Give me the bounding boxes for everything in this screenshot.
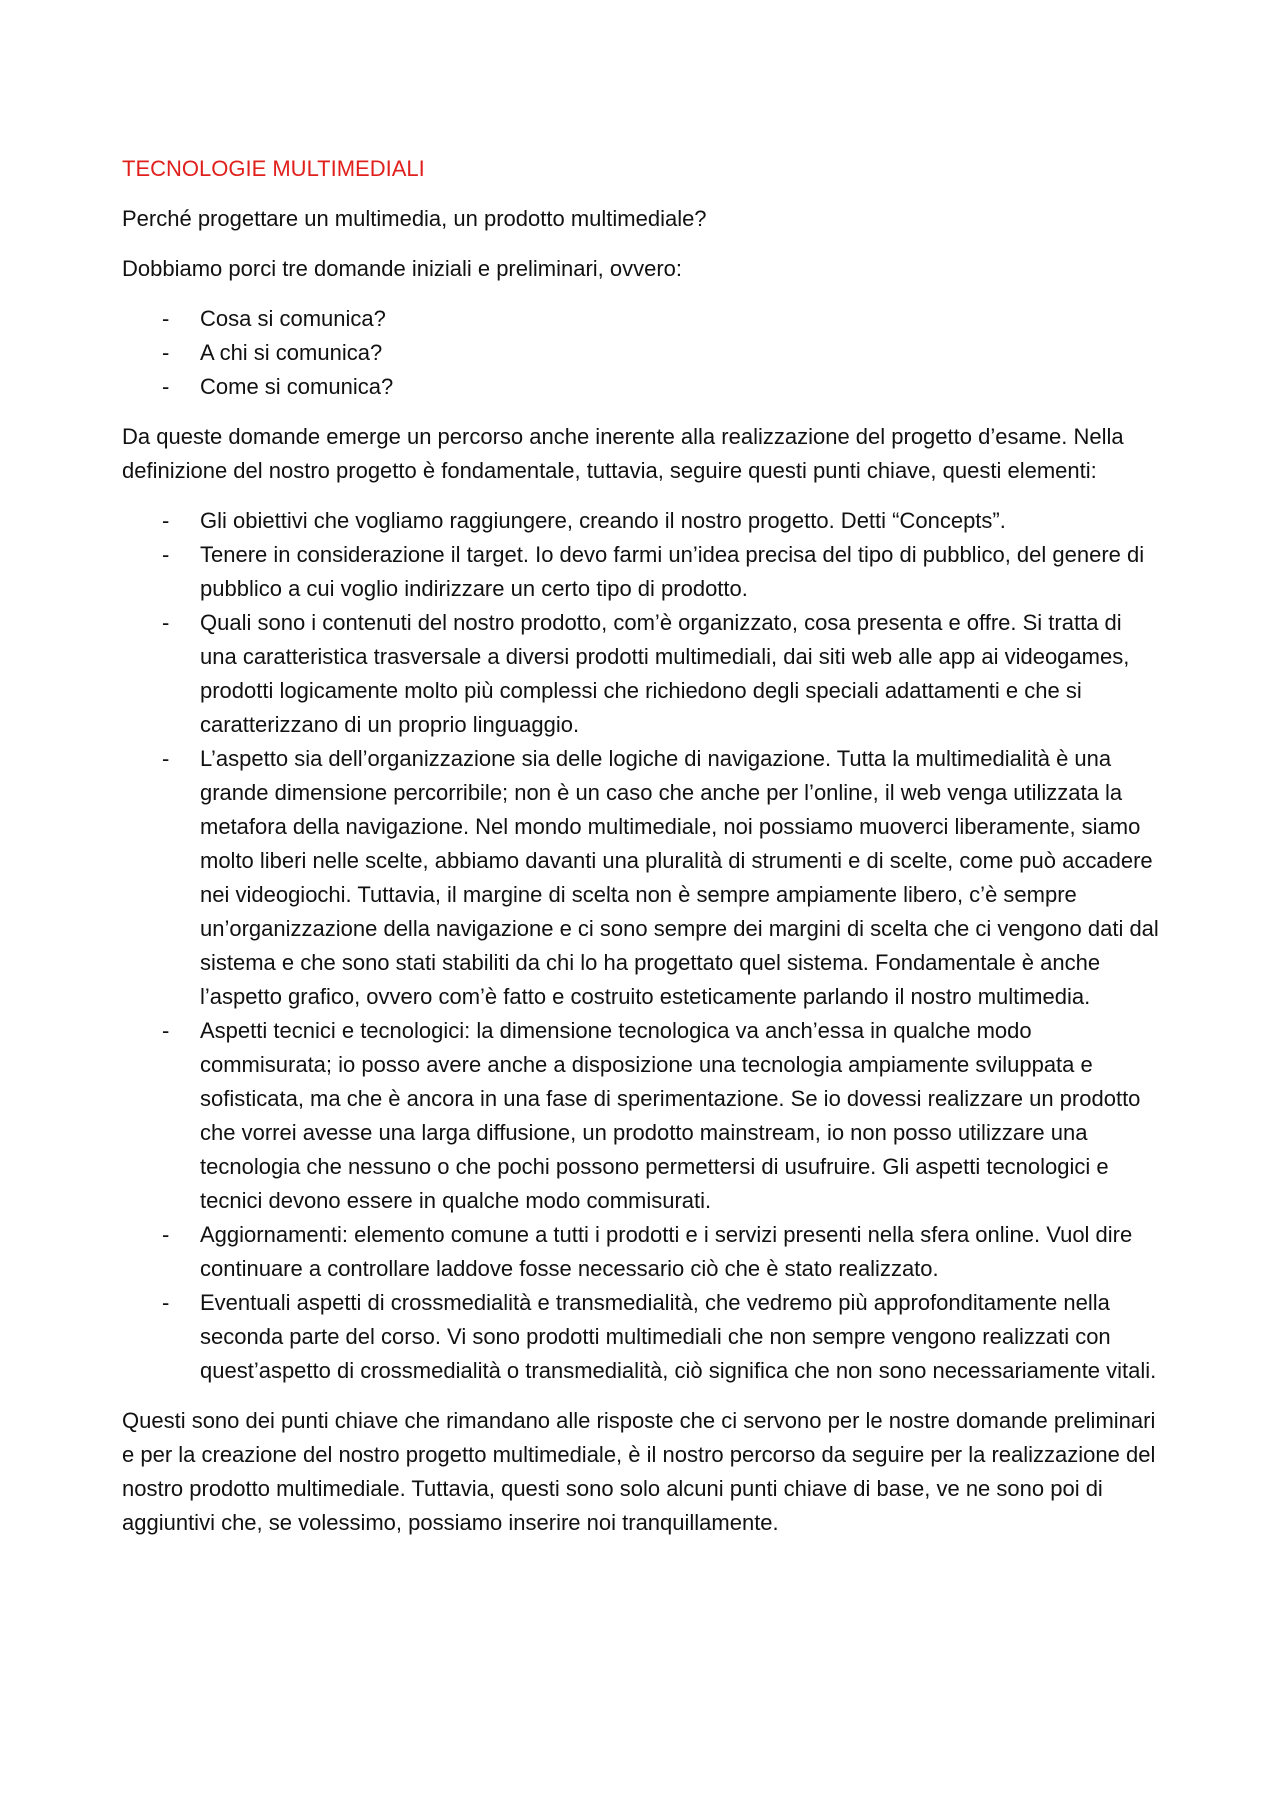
list-item (122, 1286, 1162, 1388)
question-text: Come si comunica? (200, 374, 394, 399)
key-point-text: Eventuali aspetti di crossmedialità e transmedialità, che vedremo più approfonditamente nella seconda parte del corso. Vi sono prodotti multimediali che non sempre vengono realizzati con quest’aspetto di crossmedialità o transmedialità, ciò significa che non sono necessariamente vitali. (200, 1290, 1157, 1383)
document-title: TECNOLOGIE MULTIMEDIALI (122, 156, 425, 181)
list-item (122, 606, 1162, 742)
list-item (122, 742, 1162, 1014)
intro-lead: Dobbiamo porci tre domande iniziali e preliminari, ovvero: (122, 256, 683, 281)
key-point-text: Aspetti tecnici e tecnologici: la dimensione tecnologica va anch’essa in qualche modo commisurata; io posso avere anche a disposizione una tecnologia ampiamente sviluppata e sofisticata, ma che è ancora in una fase di sperimentazione. Se io dovessi realizzare un prodotto che vorrei avesse una larga diffusione, un prodotto mainstream, io non posso utilizzare una tecnologia che nessuno o che pochi possono permettersi di usufruire. Gli aspetti tecnologici e tecnici devono essere in qualche modo commisurati. (200, 1018, 1141, 1213)
document-page (122, 152, 1162, 1556)
key-point-text: L’aspetto sia dell’organizzazione sia delle logiche di navigazione. Tutta la multimedialità è una grande dimensione percorribile; non è un caso che anche per l’online, il web venga utilizzata la metafora della navigazione. Nel mondo multimediale, noi possiamo muoverci liberamente, siamo molto liberi nelle scelte, abbiamo davanti una pluralità di strumenti e di scelte, come può accadere nei videogiochi. Tuttavia, il margine di scelta non è sempre ampiamente libero, c’è sempre un’organizzazione della navigazione e ci sono sempre dei margini di scelta che ci vengono dati dal sistema e che sono stati stabiliti da chi lo ha progettato quel sistema. Fondamentale è anche l’aspetto grafico, ovvero com’è fatto e costruito esteticamente parlando il nostro multimedia. (200, 746, 1159, 1009)
intro-question: Perché progettare un multimedia, un prodotto multimediale? (122, 206, 707, 231)
key-point-text: Gli obiettivi che vogliamo raggiungere, creando il nostro progetto. Detti “Concepts”. (200, 508, 1006, 533)
list-item (122, 370, 1162, 404)
dash-bullet: - (162, 1018, 170, 1043)
dash-bullet: - (162, 1222, 170, 1247)
list-item (122, 302, 1162, 336)
dash-bullet: - (162, 508, 170, 533)
paragraph-conclusion: Questi sono dei punti chiave che rimandano alle risposte che ci servono per le nostre domande preliminari e per la creazione del nostro progetto multimediale, è il nostro percorso da seguire per la realizzazione del nostro prodotto multimediale. Tuttavia, questi sono solo alcuni punti chiave di base, ve ne sono poi di aggiuntivi che, se volessimo, possiamo inserire noi tranquillamente. (122, 1408, 1156, 1535)
dash-bullet: - (162, 542, 170, 567)
paragraph-path: Da queste domande emerge un percorso anche inerente alla realizzazione del progetto d’esame. Nella definizione del nostro progetto è fondamentale, tuttavia, seguire questi punti chiave, questi elementi: (122, 424, 1124, 483)
dash-bullet: - (162, 746, 170, 771)
list-item (122, 336, 1162, 370)
questions-list (122, 302, 1162, 404)
list-item (122, 1218, 1162, 1286)
key-points-list (122, 504, 1162, 1388)
dash-bullet: - (162, 1290, 170, 1315)
dash-bullet: - (162, 306, 170, 331)
list-item (122, 538, 1162, 606)
question-text: A chi si comunica? (200, 340, 383, 365)
key-point-text: Quali sono i contenuti del nostro prodotto, com’è organizzato, cosa presenta e offre. Si tratta di una caratteristica trasversale a diversi prodotti multimediali, dai siti web alle app ai videogames, prodotti logicamente molto più complessi che richiedono degli speciali adattamenti e che si caratterizzano di un proprio linguaggio. (200, 610, 1130, 737)
dash-bullet: - (162, 610, 170, 635)
key-point-text: Tenere in considerazione il target. Io devo farmi un’idea precisa del tipo di pubblico, del genere di pubblico a cui voglio indirizzare un certo tipo di prodotto. (200, 542, 1145, 601)
key-point-text: Aggiornamenti: elemento comune a tutti i prodotti e i servizi presenti nella sfera online. Vuol dire continuare a controllare laddove fosse necessario ciò che è stato realizzato. (200, 1222, 1133, 1281)
dash-bullet: - (162, 374, 170, 399)
question-text: Cosa si comunica? (200, 306, 386, 331)
list-item (122, 504, 1162, 538)
dash-bullet: - (162, 340, 170, 365)
list-item (122, 1014, 1162, 1218)
